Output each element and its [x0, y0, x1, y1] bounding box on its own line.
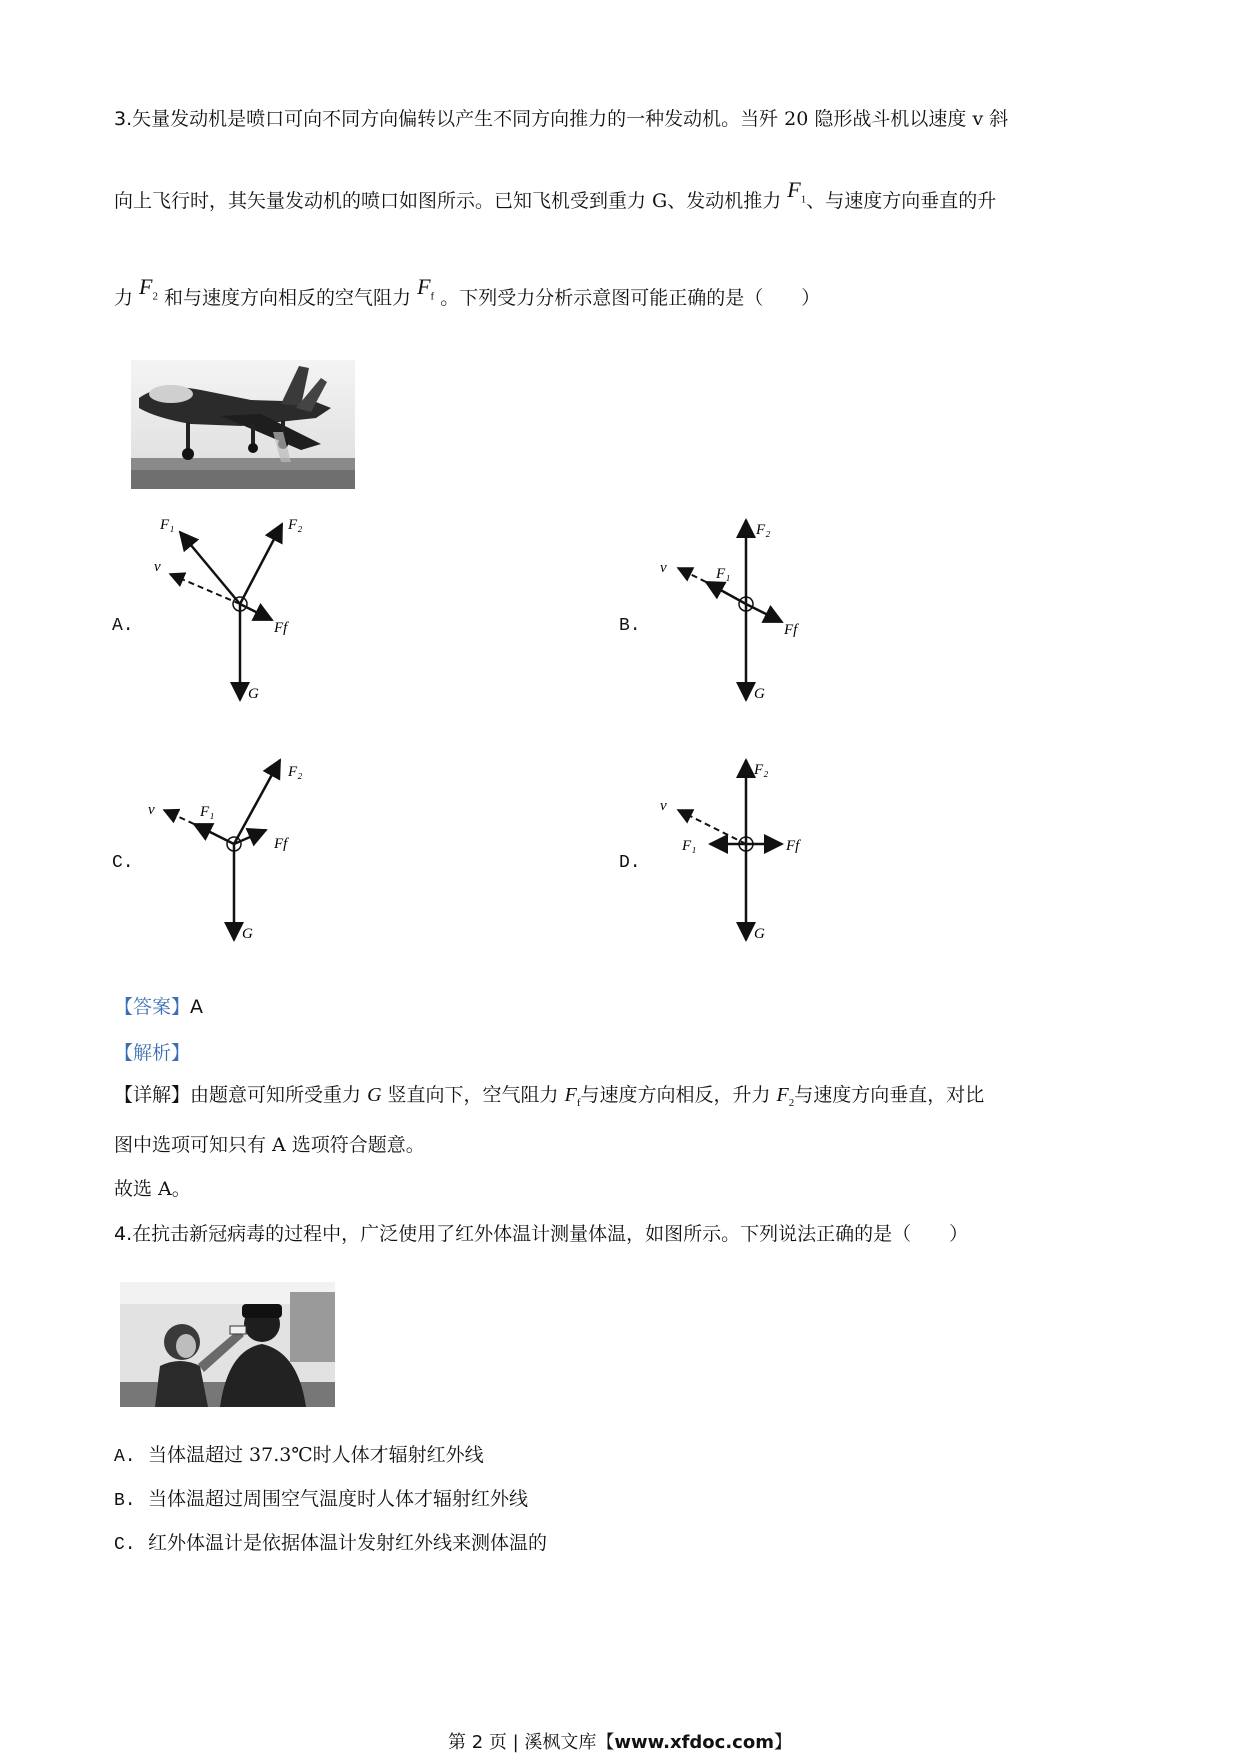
label-G: G [754, 686, 765, 702]
option-b-label: B. [619, 616, 641, 636]
label-F1: F₁ [160, 517, 175, 533]
option-c-label: C. [112, 853, 134, 873]
footer-url[interactable]: www.xfdoc.com [614, 1732, 774, 1753]
label-G: G [242, 926, 253, 942]
page-footer: 第 2 页 | 溪枫文库【www.xfdoc.com】 [448, 1732, 792, 1753]
label-v: v [660, 560, 667, 576]
vector-F1 [180, 532, 240, 604]
analysis-label: 【解析】 [114, 1042, 191, 1064]
q4-option-a: A. 当体温超过 37.3℃时人体才辐射红外线 [114, 1444, 484, 1467]
vector-F2 [234, 760, 280, 844]
answer-label: 【答案】 [114, 996, 191, 1018]
q4-option-c: C. 红外体温计是依据体温计发射红外线来测体温的 [114, 1532, 548, 1555]
label-F1: F₁ [682, 838, 697, 854]
option-d-label: D. [619, 853, 641, 873]
label-v: v [154, 559, 161, 575]
diagram-d [658, 752, 848, 952]
label-F1: F₁ [716, 566, 731, 582]
detail-line1: 【详解】由题意可知所受重力 G 竖直向下，空气阻力 $F_f$与速度方向相反，升力 $F_2$与速度方向垂直，对比 [114, 1084, 985, 1109]
label-F2: F₂ [756, 522, 771, 538]
vector-F2 [240, 524, 282, 604]
label-G: G [248, 686, 259, 702]
fighter-jet-photo [131, 360, 355, 489]
thermometer-photo [120, 1282, 335, 1407]
label-Ff: Ff [274, 620, 288, 636]
label-F2: F₂ [754, 762, 769, 778]
q3-line3: 力 $F_2$ 和与速度方向相反的空气阻力 $F_f$ 。下列受力分析示意图可能正确的是（ ） [114, 274, 821, 309]
label-G: G [754, 926, 765, 942]
vector-Ff [746, 604, 782, 622]
label-v: v [660, 798, 667, 814]
detail-line2: 图中选项可知只有 A 选项符合题意。 [114, 1134, 425, 1156]
option-a-label: A. [112, 616, 134, 636]
vector-v [170, 574, 240, 604]
label-F2: F₂ [288, 517, 303, 533]
label-Ff: Ff [786, 838, 800, 854]
q3-line1: 3.矢量发动机是喷口可向不同方向偏转以产生不同方向推力的一种发动机。当歼 20 隐形战斗机以速度 v 斜 [114, 108, 1009, 130]
conclusion: 故选 A。 [114, 1178, 191, 1200]
q4-text: 4.在抗击新冠病毒的过程中，广泛使用了红外体温计测量体温，如图所示。下列说法正确的是（ ） [114, 1223, 969, 1245]
label-Ff: Ff [274, 836, 288, 852]
answer-value: A [190, 996, 204, 1018]
vector-Ff [240, 604, 272, 620]
label-v: v [148, 802, 155, 818]
label-F1: F₁ [200, 804, 215, 820]
vector-v [678, 568, 706, 582]
label-Ff: Ff [784, 622, 798, 638]
diagram-a [150, 512, 340, 712]
math-F2: $F_2$ [139, 274, 158, 303]
diagram-b [658, 512, 848, 712]
math-F1: $F_1$ [787, 177, 807, 206]
math-Ff: $F_f$ [417, 274, 435, 303]
diagram-c [140, 752, 330, 952]
q3-line2: 向上飞行时，其矢量发动机的喷口如图所示。已知飞机受到重力 G、发动机推力 $F_1$、与速度方向垂直的升 [114, 177, 997, 212]
label-F2: F₂ [288, 764, 303, 780]
q4-option-b: B. 当体温超过周围空气温度时人体才辐射红外线 [114, 1488, 529, 1511]
vector-v [164, 810, 194, 824]
answer-line [114, 995, 203, 1019]
